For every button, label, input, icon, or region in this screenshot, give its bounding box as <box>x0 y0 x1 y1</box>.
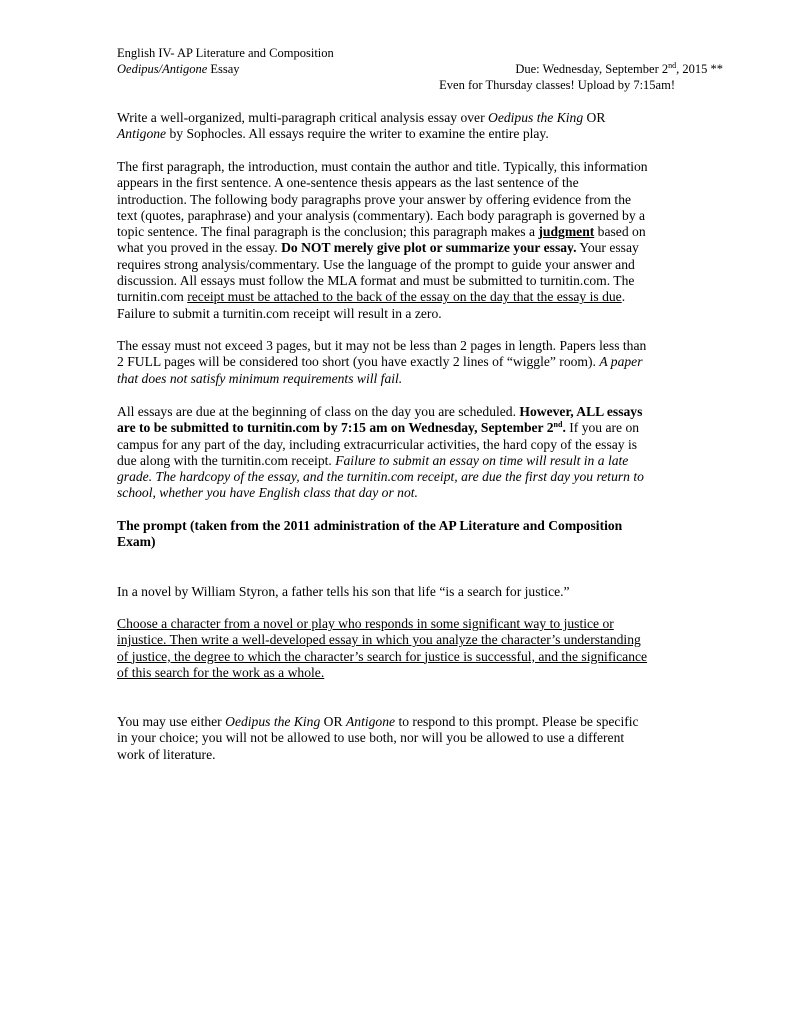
text-line: introduction. The following body paragraphs prove your answer by offering evidence from the <box>117 191 632 207</box>
text-line: requires strong analysis/commentary. Use the language of the prompt to guide your answer and <box>117 256 635 272</box>
judgment-emphasis: judgment <box>538 224 595 240</box>
due-date-prefix: Due: Wednesday, September 2 <box>515 62 669 76</box>
title-oedipus: Oedipus the King <box>488 110 584 125</box>
text-line <box>117 126 677 142</box>
text-line <box>117 453 677 469</box>
text-line: The prompt (taken from the 2011 administration of the AP Literature and Composition <box>117 518 623 533</box>
essay-title-word: Essay <box>207 62 240 76</box>
deadline-sup: nd <box>553 420 563 430</box>
text-line <box>117 289 677 305</box>
closing-paragraph <box>117 714 677 763</box>
title-oedipus: Oedipus the King <box>225 714 321 729</box>
text-line: Failure to submit a turnitin.com receipt will result in a zero. <box>117 305 442 321</box>
structure-paragraph <box>117 159 677 322</box>
course-title: English IV- AP Literature and Composition <box>117 46 334 60</box>
due-date-sup: nd <box>668 61 677 70</box>
text-span: due along with the turnitin.com receipt. <box>117 452 336 468</box>
text-span: 2 FULL pages will be considered too short (you have exactly 2 lines of “wiggle” room). <box>117 354 600 370</box>
deadline-emphasis: are to be submitted to turnitin.com by 7:15 am on Wednesday, September 2 <box>117 420 554 436</box>
essay-title <box>117 61 240 77</box>
text-span: topic sentence. The final paragraph is the conclusion; this paragraph makes a <box>117 224 539 240</box>
title-antigone: Antigone <box>345 714 396 729</box>
deadline-emphasis: However, ALL essays <box>519 404 643 419</box>
text-line <box>117 224 677 240</box>
text-line: grade. The hardcopy of the essay, and the turnitin.com receipt, are due the first day you return to <box>117 469 644 485</box>
intro-paragraph <box>117 110 677 143</box>
text-line: work of literature. <box>117 746 216 762</box>
text-line: discussion. All essays must follow the MLA format and must be submitted to turnitin.com. The <box>117 273 635 289</box>
text-span: Your essay <box>576 240 639 256</box>
late-warning: Failure to submit an essay on time will result in a late <box>335 452 629 468</box>
text-line: The essay must not exceed 3 pages, but it may not be less than 2 pages in length. Papers less than <box>117 338 647 353</box>
text-span: If you are on <box>565 420 640 436</box>
text-span: what you proved in the essay. <box>117 240 282 256</box>
text-line: that does not satisfy minimum requirements will fail. <box>117 370 403 386</box>
text-line: school, whether you have English class that day or not. <box>117 485 418 501</box>
prompt-text <box>117 616 677 681</box>
text-line <box>117 404 677 420</box>
text-line: The first paragraph, the introduction, must contain the author and title. Typically, this information <box>117 159 648 174</box>
thursday-note: Even for Thursday classes! Upload by 7:15am! <box>439 78 675 92</box>
length-paragraph <box>117 338 677 387</box>
deadline-emphasis: . <box>562 420 566 436</box>
plot-warning: Do NOT merely give plot or summarize your essay. <box>281 240 577 256</box>
text-line: of this search for the work as a whole. <box>117 664 325 680</box>
text-line: appears in the first sentence. A one-sentence thesis appears as the last sentence of the <box>117 175 579 191</box>
text-span: . <box>621 289 626 305</box>
text-line <box>117 714 677 730</box>
text-line: In a novel by William Styron, a father tells his son that life “is a search for justice.” <box>117 584 570 599</box>
text-line <box>117 240 677 256</box>
prompt-heading <box>117 518 677 551</box>
text-line: campus for any part of the day, including extracurricular activities, the hard copy of the essay is <box>117 436 638 452</box>
due-date-suffix: , 2015 ** <box>676 62 723 76</box>
text-span: OR <box>583 110 606 125</box>
receipt-requirement: receipt must be attached to the back of the essay on the day that the essay is due <box>187 289 622 305</box>
text-line: text (quotes, paraphrase) and your analysis (commentary). Each body paragraph is governed by a <box>117 207 646 223</box>
text-span: based on <box>594 224 646 240</box>
text-line: in your choice; you will not be allowed to use both, nor will you be allowed to use a different <box>117 730 625 746</box>
fail-warning: A paper <box>599 354 643 370</box>
due-paragraph <box>117 404 677 502</box>
styron-quote <box>117 584 677 600</box>
text-span: to respond to this prompt. Please be specific <box>395 714 639 729</box>
text-span: OR <box>320 714 346 729</box>
text-line: Exam) <box>117 534 156 550</box>
text-span: by Sophocles. All essays require the writer to examine the entire play. <box>166 126 549 142</box>
text-line <box>117 354 677 370</box>
text-span: All essays are due at the beginning of class on the day you are scheduled. <box>117 404 520 419</box>
text-line: of justice, the degree to which the character’s search for justice is successful, and the significance <box>117 648 648 664</box>
text-line <box>117 420 677 436</box>
text-line: Choose a character from a novel or play who responds in some significant way to justice or <box>117 616 614 631</box>
title-antigone: Antigone <box>117 126 167 142</box>
essay-title-works: Oedipus/Antigone <box>117 62 208 76</box>
text-span: Write a well-organized, multi-paragraph critical analysis essay over <box>117 110 488 125</box>
due-date <box>515 61 723 77</box>
text-span: turnitin.com <box>117 289 188 305</box>
text-line <box>117 110 677 126</box>
text-line: injustice. Then write a well-developed essay in which you analyze the character’s understanding <box>117 632 641 648</box>
text-span: You may use either <box>117 714 226 729</box>
